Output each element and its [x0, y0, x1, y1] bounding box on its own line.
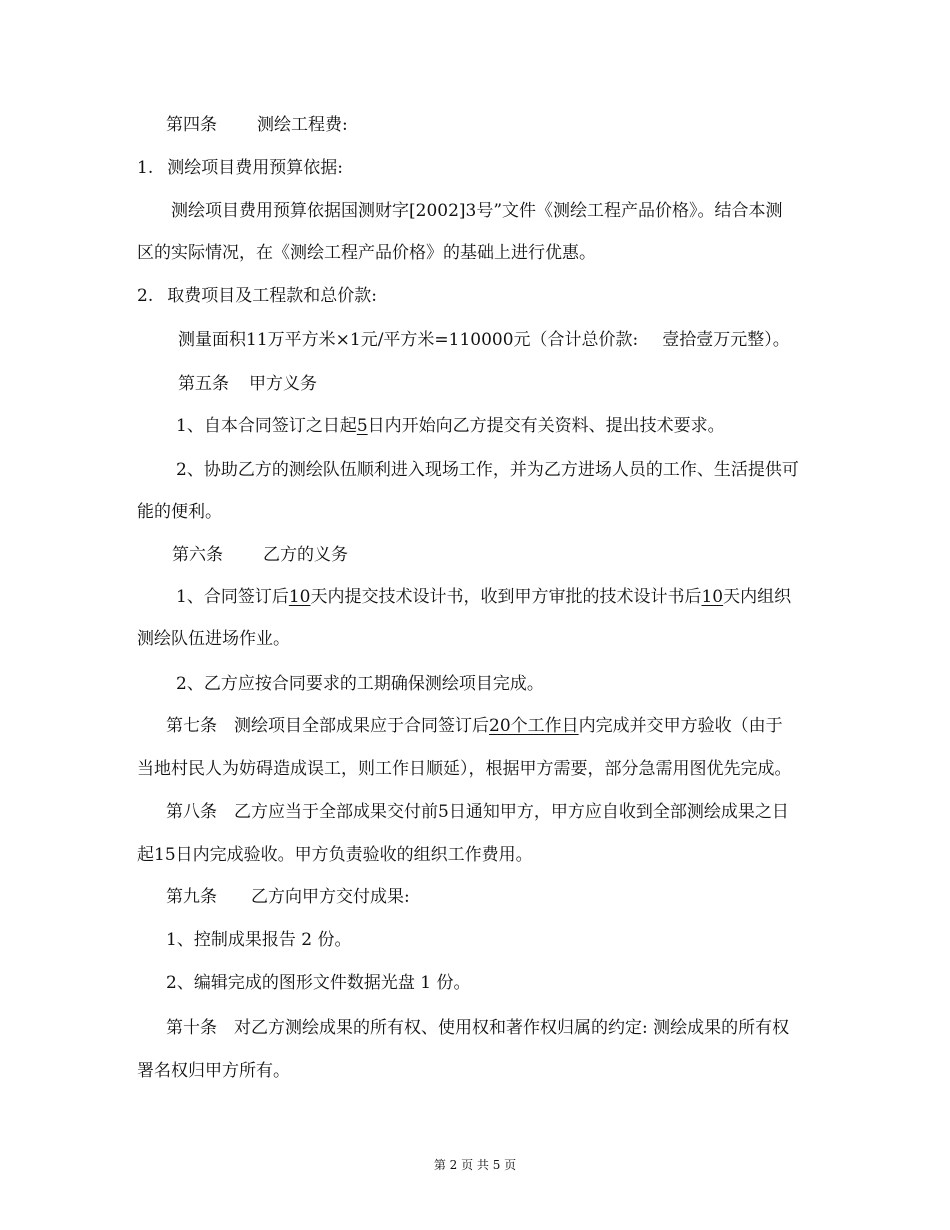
article7-period: 20个工作日 [489, 716, 579, 736]
article5-heading [178, 373, 317, 395]
article6-number: 第六条 [172, 545, 223, 565]
article9-item1: 1、控制成果报告 2 份。 [166, 930, 352, 950]
article4-item1-title: 测绘项目费用预算依据: [167, 158, 343, 178]
article6-item2: 2、乙方应按合同要求的工期确保测绘项目完成。 [176, 674, 544, 694]
article4-title: 测绘工程费: [257, 115, 348, 135]
article6-item1-days-b: 10 [701, 587, 724, 607]
article5-item2-line1: 2、协助乙方的测绘队伍顺利进入现场工作，并为乙方进场人员的工作、生活提供可 [176, 460, 799, 480]
article6-title: 乙方的义务 [263, 545, 348, 565]
article5-item1-text-post: 日内开始向乙方提交有关资料、提出技术要求。 [367, 416, 725, 436]
article6-item1-text-post: 天内组织 [723, 587, 792, 607]
article5-number: 第五条 [178, 374, 229, 394]
article4-item1-body-line1: 测绘项目费用预算依据国测财字[2002]3号”文件《测绘工程产品价格》。结合本测 [171, 201, 783, 221]
article4-item2-title: 取费项目及工程款和总价款: [167, 286, 377, 306]
article6-item1-text-mid: 天内提交技术设计书，收到甲方审批的技术设计书后 [310, 587, 702, 607]
article6-item1-text-pre: 1、合同签订后 [176, 587, 289, 607]
article10-line1: 第十条 对乙方测绘成果的所有权、使用权和著作权归属的约定: 测绘成果的所有权 [166, 1018, 790, 1038]
page-number-footer: 第 2 页 共 5 页 [433, 1158, 517, 1172]
article6-item1-line1 [176, 586, 791, 608]
article4-item1-body-line2: 区的实际情况，在《测绘工程产品价格》的基础上进行优惠。 [137, 243, 596, 263]
article8-line2: 起15日内完成验收。甲方负责验收的组织工作费用。 [137, 845, 533, 865]
article4-item2-heading [137, 285, 377, 307]
article6-item1-days-a: 10 [288, 587, 311, 607]
article6-item1-line2: 测绘队伍进场作业。 [137, 629, 290, 649]
article9-heading [166, 886, 410, 908]
article7-line1 [166, 715, 783, 737]
article4-item1-heading [137, 157, 343, 179]
article4-item2-number: 2. [137, 286, 154, 306]
article7-text-pre: 第七条 测绘项目全部成果应于合同签订后 [166, 716, 489, 736]
article9-item2: 2、编辑完成的图形文件数据光盘 1 份。 [166, 973, 471, 993]
article5-title: 甲方义务 [249, 374, 317, 394]
article6-heading [172, 544, 348, 566]
article7-text-post: 内完成并交甲方验收（由于 [578, 716, 783, 736]
article4-item2-formula: 测量面积11万平方米×1元/平方米=110000元（合计总价款: [178, 330, 639, 350]
article4-number: 第四条 [166, 115, 217, 135]
article4-item2-formula-line [178, 329, 790, 351]
article5-item2-line2: 能的便利。 [137, 502, 222, 522]
article9-title: 乙方向甲方交付成果: [251, 887, 410, 907]
article5-item1-text-pre: 1、自本合同签订之日起 [176, 416, 357, 436]
article4-heading [166, 114, 348, 136]
article8-line1: 第八条 乙方应当于全部成果交付前5日通知甲方，甲方应自收到全部测绘成果之日 [166, 802, 789, 822]
article4-item2-total-words: 壹拾壹万元整）。 [662, 330, 790, 350]
article10-line2: 署名权归甲方所有。 [137, 1061, 290, 1081]
article4-item1-number: 1. [137, 158, 154, 178]
article7-line2: 当地村民人为妨碍造成误工，则工作日顺延），根据甲方需要，部分急需用图优先完成。 [137, 759, 792, 779]
article5-item1 [176, 415, 725, 437]
article5-item1-days: 5 [356, 416, 368, 436]
article9-number: 第九条 [166, 887, 217, 907]
